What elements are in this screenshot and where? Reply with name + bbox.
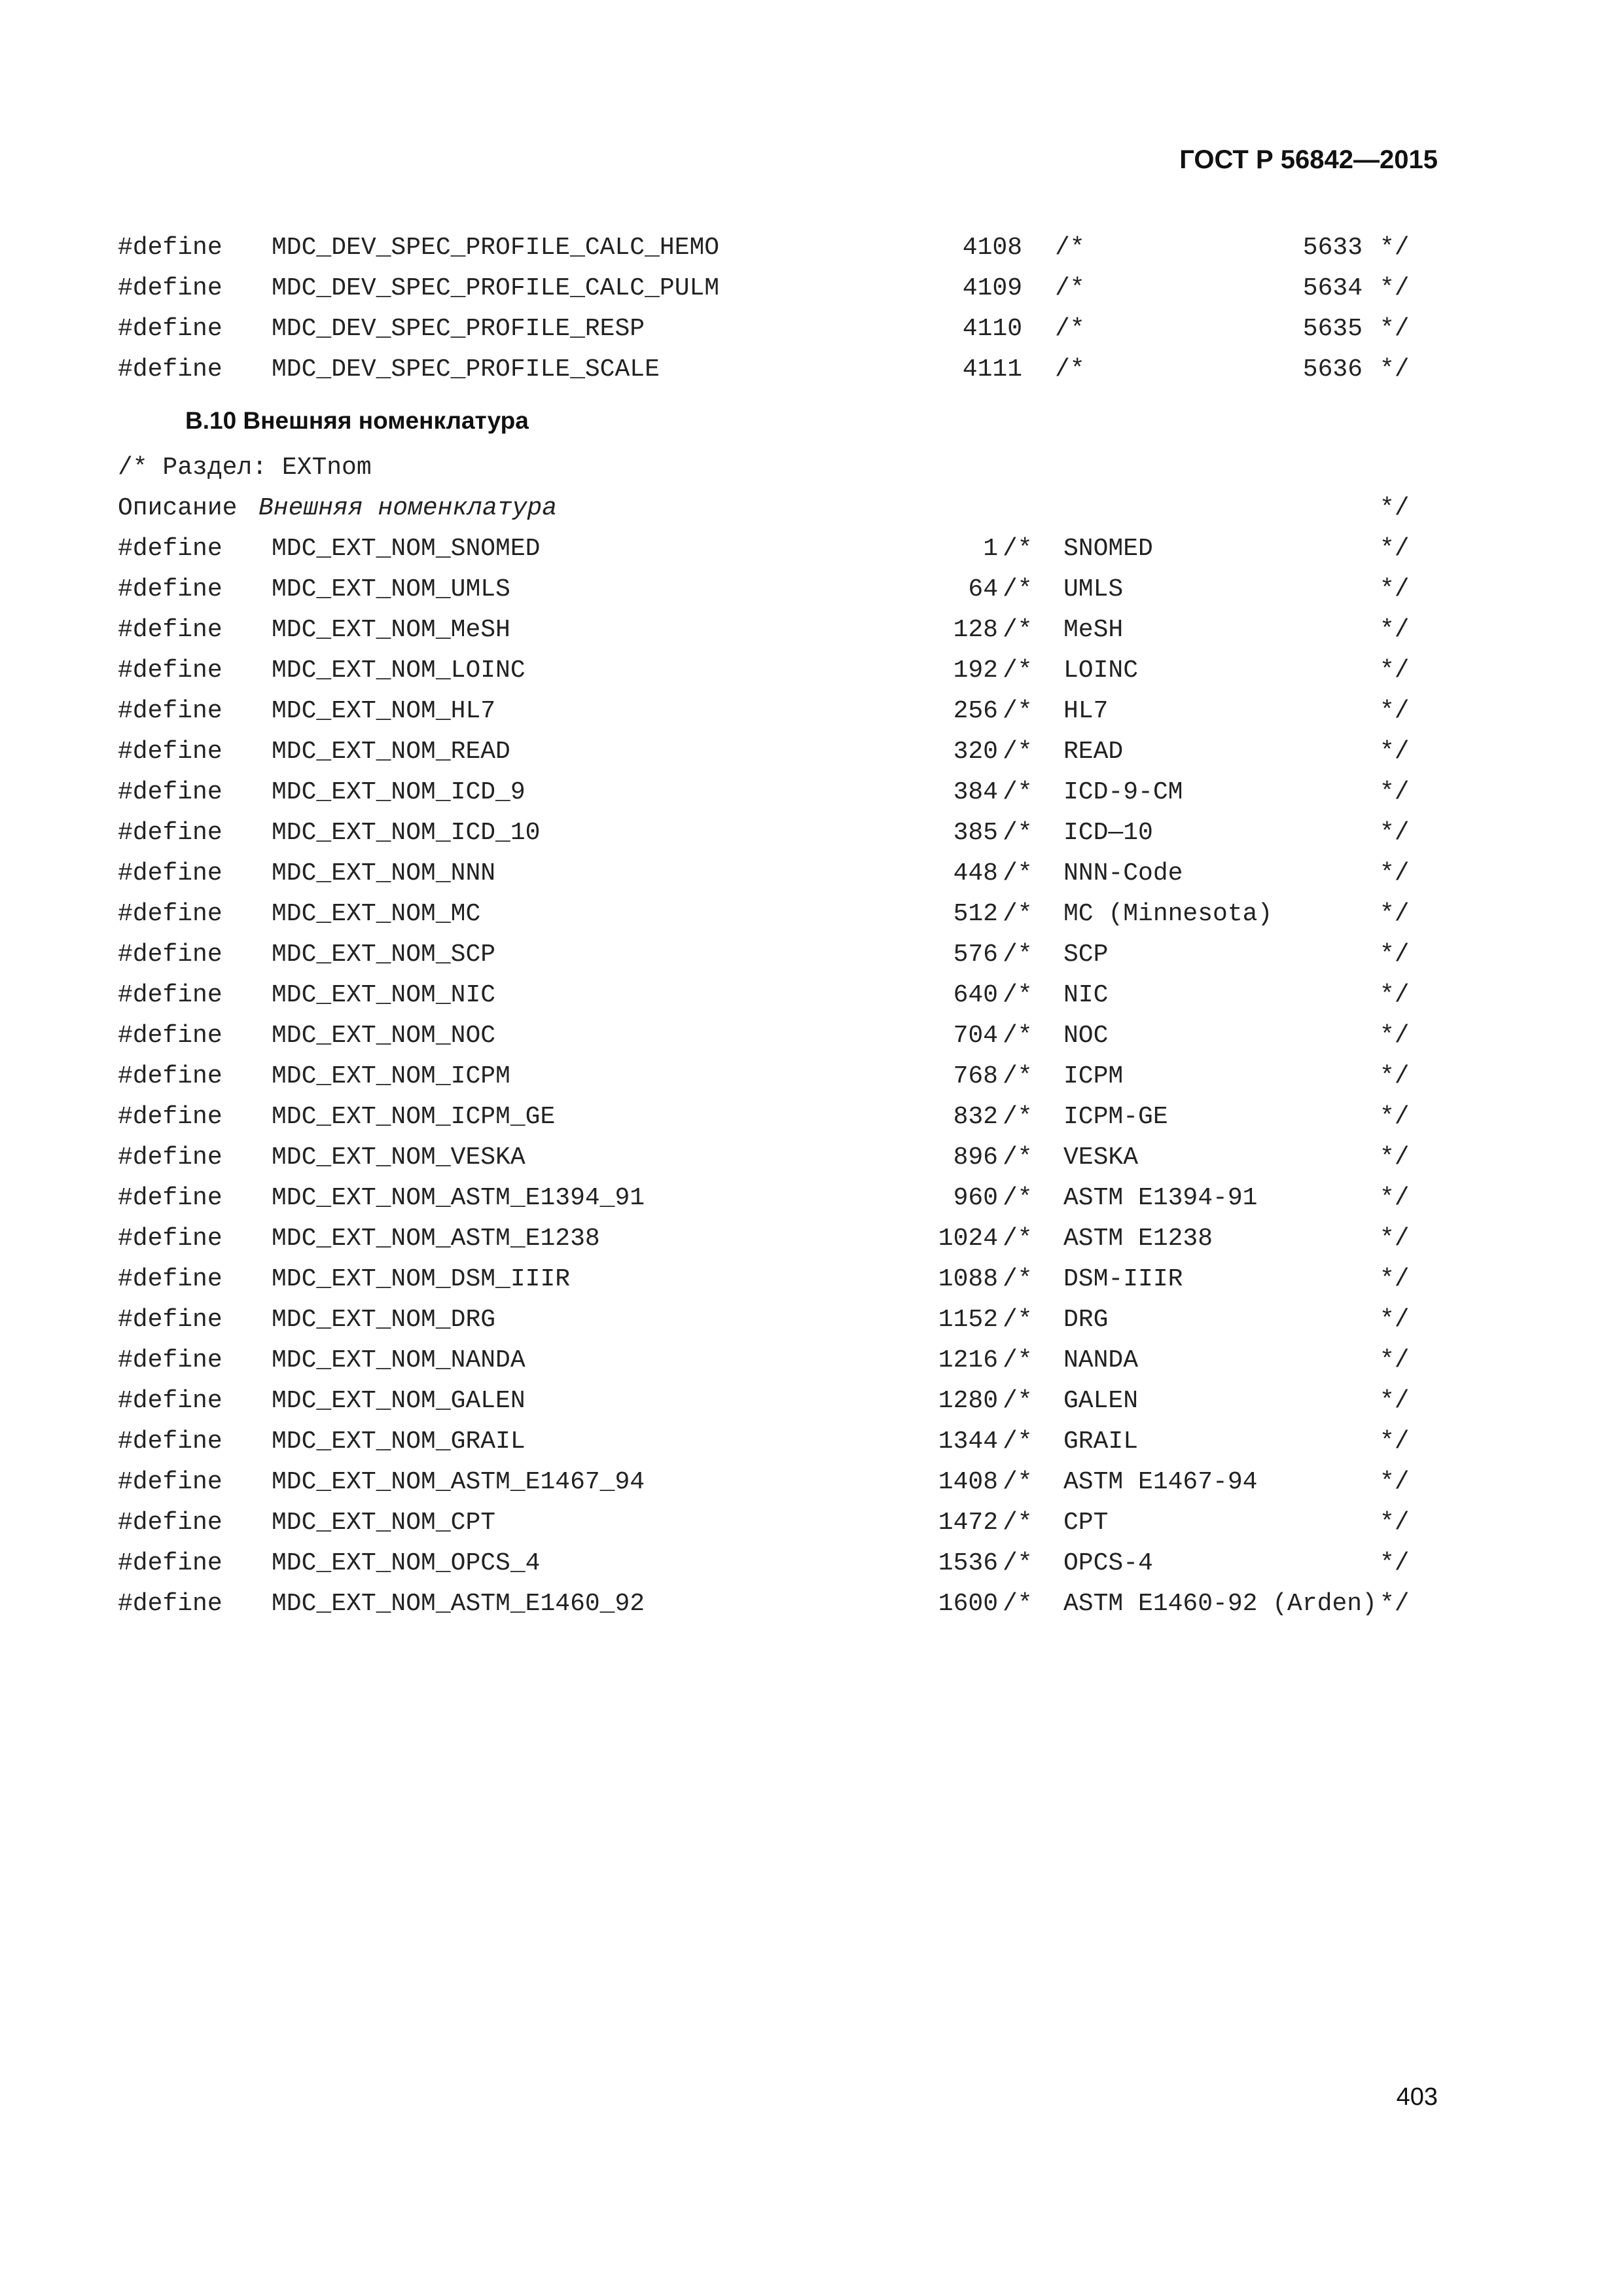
description-close: */: [1380, 494, 1410, 522]
comment-close: */: [1380, 900, 1410, 928]
comment-open: /*: [1003, 1468, 1033, 1496]
comment-label: LOINC: [1063, 656, 1139, 685]
macro-value: 384: [953, 778, 998, 806]
macro-name: MDC_EXT_NOM_READ: [272, 738, 510, 766]
macro-name: MDC_EXT_NOM_DRG: [272, 1306, 496, 1334]
comment-open: /*: [1003, 1225, 1033, 1253]
comment-close: */: [1380, 535, 1410, 563]
comment-open: /*: [1003, 656, 1033, 685]
ext-define-row: [0, 569, 1623, 610]
comment-label: ICD—10: [1063, 819, 1153, 847]
comment-open: /*: [1003, 1427, 1033, 1456]
comment-label: GRAIL: [1063, 1427, 1139, 1456]
ext-define-row: [0, 1178, 1623, 1219]
comment-close: */: [1380, 1549, 1410, 1577]
comment-open: /*: [1003, 738, 1033, 766]
comment-open: /*: [1003, 1265, 1033, 1293]
comment-label: READ: [1063, 738, 1124, 766]
define-keyword: #define: [118, 697, 223, 725]
macro-name: MDC_EXT_NOM_VESKA: [272, 1143, 526, 1172]
ext-define-row: [0, 1381, 1623, 1422]
ext-define-row: [0, 651, 1623, 691]
ext-define-row: [0, 691, 1623, 732]
comment-label: ASTM E1460-92 (Arden): [1063, 1590, 1377, 1618]
comment-close: */: [1380, 738, 1410, 766]
macro-value: 4108: [962, 234, 1022, 262]
define-keyword: #define: [118, 1590, 223, 1618]
profile-define-row: [0, 268, 1623, 309]
ext-define-row: [0, 813, 1623, 853]
partition-comment-line: [0, 448, 1623, 488]
comment-close: */: [1380, 1427, 1410, 1456]
macro-name: MDC_DEV_SPEC_PROFILE_CALC_PULM: [272, 274, 720, 302]
define-keyword: #define: [118, 1346, 223, 1374]
define-keyword: #define: [118, 656, 223, 685]
define-keyword: #define: [118, 859, 223, 888]
macro-value: 1344: [938, 1427, 998, 1456]
comment-number: 5633: [1302, 234, 1363, 262]
comment-label: SCP: [1063, 941, 1109, 969]
comment-open: /*: [1055, 315, 1085, 343]
macro-name: MDC_EXT_NOM_ICPM: [272, 1062, 510, 1090]
macro-value: 1: [983, 535, 998, 563]
define-keyword: #define: [118, 941, 223, 969]
define-keyword: #define: [118, 1103, 223, 1131]
comment-label: OPCS-4: [1063, 1549, 1153, 1577]
comment-open: /*: [1003, 1346, 1033, 1374]
ext-define-row: [0, 772, 1623, 813]
comment-close: */: [1380, 1590, 1410, 1618]
macro-value: 256: [953, 697, 998, 725]
section-title: B.10 Внешняя номенклатура: [185, 407, 529, 434]
ext-define-row: [0, 1016, 1623, 1056]
macro-name: MDC_EXT_NOM_NNN: [272, 859, 496, 888]
ext-define-row: [0, 1422, 1623, 1462]
comment-open: /*: [1003, 941, 1033, 969]
comment-label: NNN-Code: [1063, 859, 1183, 888]
comment-open: /*: [1003, 697, 1033, 725]
comment-open: /*: [1003, 981, 1033, 1009]
comment-label: DSM-IIIR: [1063, 1265, 1183, 1293]
macro-value: 640: [953, 981, 998, 1009]
comment-close: */: [1380, 1265, 1410, 1293]
define-keyword: #define: [118, 1549, 223, 1577]
comment-open: /*: [1003, 535, 1033, 563]
comment-label: HL7: [1063, 697, 1109, 725]
ext-define-row: [0, 1097, 1623, 1138]
define-keyword: #define: [118, 1184, 223, 1212]
comment-close: */: [1380, 1062, 1410, 1090]
macro-value: 320: [953, 738, 998, 766]
macro-value: 1152: [938, 1306, 998, 1334]
macro-value: 64: [968, 575, 998, 603]
comment-open: /*: [1003, 1509, 1033, 1537]
macro-value: 1024: [938, 1225, 998, 1253]
comment-open: /*: [1003, 1590, 1033, 1618]
comment-close: */: [1380, 234, 1410, 262]
comment-number: 5636: [1302, 355, 1363, 384]
comment-open: /*: [1003, 1306, 1033, 1334]
comment-number: 5634: [1302, 274, 1363, 302]
define-keyword: #define: [118, 535, 223, 563]
comment-open: /*: [1003, 1103, 1033, 1131]
macro-name: MDC_EXT_NOM_SCP: [272, 941, 496, 969]
macro-name: MDC_EXT_NOM_ASTM_E1460_92: [272, 1590, 645, 1618]
macro-value: 128: [953, 616, 998, 644]
partition-comment: /* Раздел: EXTnom: [118, 454, 372, 482]
macro-value: 768: [953, 1062, 998, 1090]
define-keyword: #define: [118, 819, 223, 847]
macro-value: 704: [953, 1022, 998, 1050]
document-id-header: ГОСТ Р 56842—2015: [1179, 145, 1438, 174]
description-italic: Внешняя номенклатура: [259, 494, 558, 522]
ext-define-row: [0, 1300, 1623, 1340]
comment-close: */: [1380, 656, 1410, 685]
define-keyword: #define: [118, 1306, 223, 1334]
define-keyword: #define: [118, 738, 223, 766]
comment-close: */: [1380, 1509, 1410, 1537]
comment-label: MC (Minnesota): [1063, 900, 1273, 928]
define-keyword: #define: [118, 900, 223, 928]
macro-name: MDC_DEV_SPEC_PROFILE_RESP: [272, 315, 645, 343]
macro-name: MDC_EXT_NOM_ASTM_E1238: [272, 1225, 600, 1253]
comment-label: VESKA: [1063, 1143, 1139, 1172]
comment-open: /*: [1003, 1022, 1033, 1050]
comment-label: ICPM: [1063, 1062, 1124, 1090]
macro-name: MDC_EXT_NOM_GRAIL: [272, 1427, 526, 1456]
define-keyword: #define: [118, 1387, 223, 1415]
ext-define-row: [0, 1584, 1623, 1624]
macro-value: 1600: [938, 1590, 998, 1618]
comment-close: */: [1380, 1022, 1410, 1050]
comment-close: */: [1380, 859, 1410, 888]
define-keyword: #define: [118, 1427, 223, 1456]
define-keyword: #define: [118, 274, 223, 302]
define-keyword: #define: [118, 1062, 223, 1090]
comment-number: 5635: [1302, 315, 1363, 343]
comment-open: /*: [1003, 778, 1033, 806]
macro-value: 1088: [938, 1265, 998, 1293]
profile-define-row: [0, 228, 1623, 268]
comment-close: */: [1380, 1103, 1410, 1131]
define-keyword: #define: [118, 315, 223, 343]
macro-name: MDC_EXT_NOM_MeSH: [272, 616, 510, 644]
define-keyword: #define: [118, 1022, 223, 1050]
ext-define-row: [0, 732, 1623, 772]
macro-value: 1216: [938, 1346, 998, 1374]
comment-label: MeSH: [1063, 616, 1124, 644]
profile-define-row: [0, 309, 1623, 350]
macro-name: MDC_EXT_NOM_NIC: [272, 981, 496, 1009]
macro-value: 1472: [938, 1509, 998, 1537]
comment-open: /*: [1003, 1062, 1033, 1090]
macro-name: MDC_EXT_NOM_UMLS: [272, 575, 510, 603]
macro-name: MDC_EXT_NOM_NOC: [272, 1022, 496, 1050]
define-keyword: #define: [118, 616, 223, 644]
define-keyword: #define: [118, 778, 223, 806]
macro-value: 512: [953, 900, 998, 928]
macro-value: 4110: [962, 315, 1022, 343]
macro-value: 385: [953, 819, 998, 847]
comment-label: ASTM E1394-91: [1063, 1184, 1258, 1212]
define-keyword: #define: [118, 1468, 223, 1496]
macro-value: 1280: [938, 1387, 998, 1415]
macro-value: 896: [953, 1143, 998, 1172]
comment-close: */: [1380, 697, 1410, 725]
comment-close: */: [1380, 981, 1410, 1009]
macro-value: 832: [953, 1103, 998, 1131]
define-keyword: #define: [118, 575, 223, 603]
macro-value: 448: [953, 859, 998, 888]
comment-close: */: [1380, 616, 1410, 644]
comment-open: /*: [1003, 859, 1033, 888]
define-keyword: #define: [118, 355, 223, 384]
macro-value: 4109: [962, 274, 1022, 302]
macro-name: MDC_EXT_NOM_SNOMED: [272, 535, 541, 563]
comment-label: NOC: [1063, 1022, 1109, 1050]
comment-label: CPT: [1063, 1509, 1109, 1537]
ext-define-row: [0, 1056, 1623, 1097]
ext-define-row: [0, 1219, 1623, 1259]
define-keyword: #define: [118, 1265, 223, 1293]
macro-name: MDC_EXT_NOM_MC: [272, 900, 481, 928]
macro-name: MDC_EXT_NOM_ASTM_E1394_91: [272, 1184, 645, 1212]
macro-name: MDC_EXT_NOM_DSM_IIIR: [272, 1265, 571, 1293]
description-line: [0, 488, 1623, 529]
macro-name: MDC_EXT_NOM_NANDA: [272, 1346, 526, 1374]
macro-name: MDC_EXT_NOM_LOINC: [272, 656, 526, 685]
macro-value: 960: [953, 1184, 998, 1212]
comment-label: UMLS: [1063, 575, 1124, 603]
comment-close: */: [1380, 941, 1410, 969]
ext-define-row: [0, 1543, 1623, 1584]
comment-close: */: [1380, 1225, 1410, 1253]
comment-label: ICD-9-CM: [1063, 778, 1183, 806]
comment-open: /*: [1003, 819, 1033, 847]
comment-close: */: [1380, 1143, 1410, 1172]
macro-name: MDC_DEV_SPEC_PROFILE_SCALE: [272, 355, 660, 384]
define-keyword: #define: [118, 981, 223, 1009]
macro-name: MDC_EXT_NOM_CPT: [272, 1509, 496, 1537]
macro-name: MDC_EXT_NOM_ASTM_E1467_94: [272, 1468, 645, 1496]
comment-close: */: [1380, 819, 1410, 847]
define-keyword: #define: [118, 1143, 223, 1172]
ext-define-row: [0, 975, 1623, 1016]
macro-name: MDC_EXT_NOM_ICD_9: [272, 778, 526, 806]
comment-open: /*: [1003, 616, 1033, 644]
comment-open: /*: [1003, 900, 1033, 928]
macro-name: MDC_EXT_NOM_OPCS_4: [272, 1549, 541, 1577]
ext-define-row: [0, 1340, 1623, 1381]
comment-open: /*: [1003, 1184, 1033, 1212]
macro-name: MDC_EXT_NOM_GALEN: [272, 1387, 526, 1415]
comment-close: */: [1380, 778, 1410, 806]
ext-define-row: [0, 1138, 1623, 1178]
ext-define-row: [0, 529, 1623, 569]
comment-close: */: [1380, 575, 1410, 603]
comment-open: /*: [1003, 1549, 1033, 1577]
comment-close: */: [1380, 1306, 1410, 1334]
comment-label: ASTM E1238: [1063, 1225, 1213, 1253]
macro-name: MDC_EXT_NOM_ICPM_GE: [272, 1103, 556, 1131]
profile-define-row: [0, 350, 1623, 390]
comment-open: /*: [1055, 355, 1085, 384]
ext-define-row: [0, 853, 1623, 894]
define-keyword: #define: [118, 1509, 223, 1537]
macro-value: 4111: [962, 355, 1022, 384]
comment-label: SNOMED: [1063, 535, 1153, 563]
comment-close: */: [1380, 1346, 1410, 1374]
macro-name: MDC_DEV_SPEC_PROFILE_CALC_HEMO: [272, 234, 720, 262]
comment-label: DRG: [1063, 1306, 1109, 1334]
comment-label: NANDA: [1063, 1346, 1139, 1374]
ext-define-row: [0, 1462, 1623, 1503]
comment-open: /*: [1055, 274, 1085, 302]
comment-close: */: [1380, 315, 1410, 343]
comment-close: */: [1380, 1468, 1410, 1496]
page-number: 403: [1396, 2083, 1438, 2111]
comment-close: */: [1380, 1387, 1410, 1415]
ext-define-row: [0, 935, 1623, 975]
comment-close: */: [1380, 1184, 1410, 1212]
comment-close: */: [1380, 355, 1410, 384]
comment-open: /*: [1003, 1143, 1033, 1172]
macro-value: 576: [953, 941, 998, 969]
macro-name: MDC_EXT_NOM_HL7: [272, 697, 496, 725]
comment-label: ASTM E1467-94: [1063, 1468, 1258, 1496]
comment-open: /*: [1003, 1387, 1033, 1415]
ext-define-row: [0, 1259, 1623, 1300]
comment-close: */: [1380, 274, 1410, 302]
macro-value: 1536: [938, 1549, 998, 1577]
comment-label: NIC: [1063, 981, 1109, 1009]
description-prefix: Описание: [118, 494, 238, 522]
macro-value: 1408: [938, 1468, 998, 1496]
comment-open: /*: [1055, 234, 1085, 262]
define-keyword: #define: [118, 1225, 223, 1253]
comment-open: /*: [1003, 575, 1033, 603]
ext-define-row: [0, 1503, 1623, 1543]
comment-label: ICPM-GE: [1063, 1103, 1168, 1131]
ext-define-row: [0, 610, 1623, 651]
macro-name: MDC_EXT_NOM_ICD_10: [272, 819, 541, 847]
ext-define-row: [0, 894, 1623, 935]
macro-value: 192: [953, 656, 998, 685]
comment-label: GALEN: [1063, 1387, 1139, 1415]
define-keyword: #define: [118, 234, 223, 262]
